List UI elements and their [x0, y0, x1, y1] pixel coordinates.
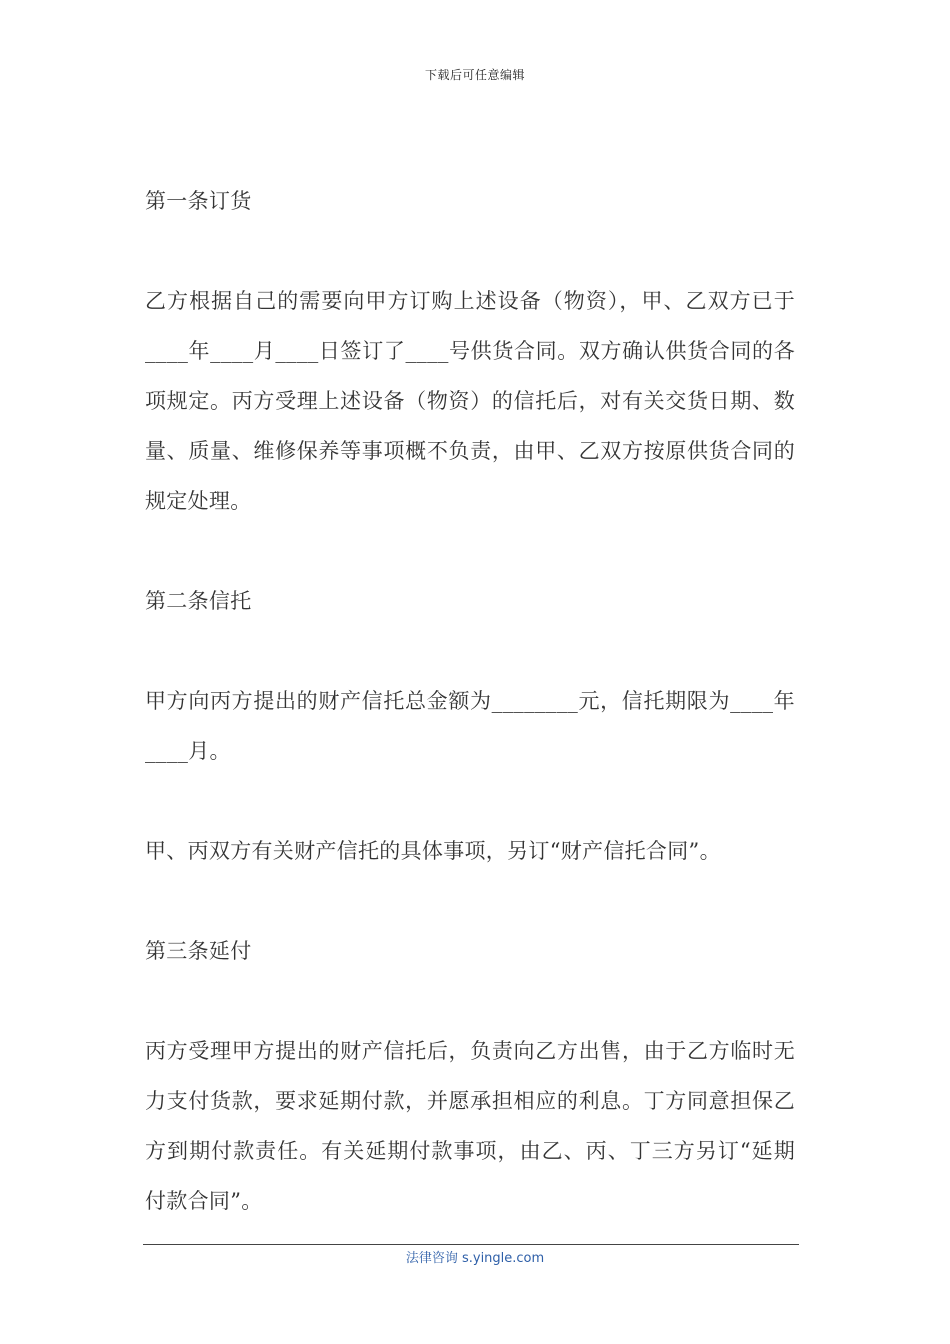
header-note: 下载后可任意编辑 — [424, 68, 525, 82]
section-heading-3: 第三条延付 — [145, 939, 252, 963]
spacer — [145, 526, 795, 576]
section-heading-2: 第二条信托 — [145, 589, 252, 613]
section-3-paragraph-1: 丙方受理甲方提出的财产信托后，负责向乙方出售，由于乙方临时无力支付货款，要求延期付款，并愿承担相应的利息。丁方同意担保乙方到期付款责任。有关延期付款事项，由乙、丙、丁三方另订“延期付款合同”。 — [145, 1039, 795, 1213]
footer-divider — [143, 1244, 799, 1245]
spacer — [145, 876, 795, 926]
footer-link-label: 法律咨询 — [405, 1251, 458, 1266]
document-body — [145, 176, 795, 1226]
section-2-paragraph-2: 甲、丙双方有关财产信托的具体事项，另订“财产信托合同”。 — [145, 839, 721, 863]
spacer — [145, 226, 795, 276]
spacer — [145, 626, 795, 676]
footer-link[interactable] — [0, 1247, 950, 1266]
section-1-paragraph-1: 乙方根据自己的需要向甲方订购上述设备（物资），甲、乙双方已于____年____月____日签订了____号供货合同。双方确认供货合同的各项规定。丙方受理上述设备（物资）的信托后，对有关交货日期、数量、质量、维修保养等事项概不负责，由甲、乙双方按原供货合同的规定处理。 — [145, 289, 795, 513]
spacer — [145, 776, 795, 826]
spacer — [145, 976, 795, 1026]
section-heading-1: 第一条订货 — [145, 189, 252, 213]
footer-link-url: s.yingle.com — [461, 1251, 545, 1266]
section-2-paragraph-1: 甲方向丙方提出的财产信托总金额为________元，信托期限为____年____月。 — [145, 689, 795, 763]
